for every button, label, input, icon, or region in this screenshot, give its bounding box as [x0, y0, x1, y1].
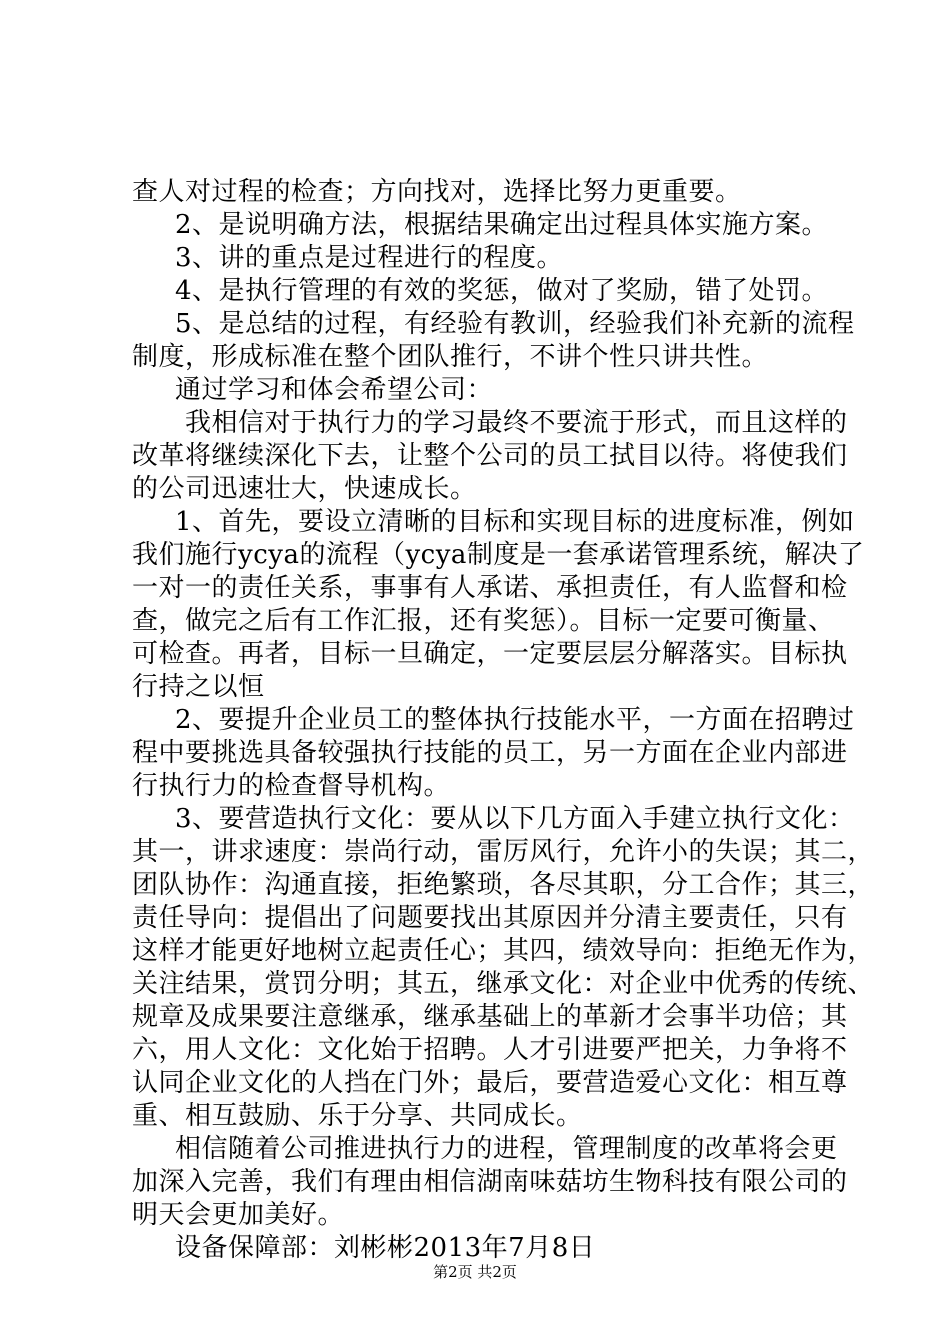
text-line: 六，用人文化：文化始于招聘。人才引进要严把关，力争将不 — [132, 1035, 848, 1065]
text-line: 改革将继续深化下去，让整个公司的员工拭目以待。将使我们 — [132, 441, 848, 471]
signature-line: 设备保障部：刘彬彬2013年7月8日 — [175, 1233, 596, 1263]
text-line: 的公司迅速壮大，快速成长。 — [132, 474, 477, 504]
text-line: 查人对过程的检查；方向找对，选择比努力更重要。 — [132, 177, 742, 207]
text-line: 我相信对于执行力的学习最终不要流于形式，而且这样的 — [185, 408, 848, 438]
text-line: 我们施行ycya的流程（ycya制度是一套承诺管理系统，解决了 — [132, 540, 865, 570]
text-line: 相信随着公司推进执行力的进程，管理制度的改革将会更 — [175, 1134, 838, 1164]
text-line: 程中要挑选具备较强执行技能的员工，另一方面在企业内部进 — [132, 738, 848, 768]
page-footer: 第2页 共2页 — [433, 1263, 517, 1281]
text-line: 明天会更加美好。 — [132, 1200, 345, 1230]
text-line: 2、要提升企业员工的整体执行技能水平，一方面在招聘过 — [175, 705, 855, 735]
text-line: 行执行力的检查督导机构。 — [132, 771, 451, 801]
text-line: 3、讲的重点是过程进行的程度。 — [175, 243, 564, 273]
text-line: 行持之以恒 — [132, 672, 265, 702]
text-line: 责任导向：提倡出了问题要找出其原因并分清主要责任，只有 — [132, 903, 848, 933]
text-line: 通过学习和体会希望公司： — [175, 375, 494, 405]
text-line: 一对一的责任关系，事事有人承诺、承担责任，有人监督和检 — [132, 573, 848, 603]
text-line: 这样才能更好地树立起责任心；其四，绩效导向：拒绝无作为， — [132, 936, 875, 966]
text-line: 制度，形成标准在整个团队推行，不讲个性只讲共性。 — [132, 342, 769, 372]
text-line: 团队协作：沟通直接，拒绝繁琐，各尽其职，分工合作；其三， — [132, 870, 875, 900]
text-line: 查，做完之后有工作汇报，还有奖惩）。目标一定要可衡量、 — [132, 606, 835, 636]
text-line: 规章及成果要注意继承，继承基础上的革新才会事半功倍；其 — [132, 1002, 848, 1032]
text-line: 关注结果，赏罚分明；其五，继承文化：对企业中优秀的传统、 — [132, 969, 875, 999]
text-line: 可检查。再者，目标一旦确定，一定要层层分解落实。目标执 — [132, 639, 848, 669]
text-line: 其一，讲求速度：崇尚行动，雷厉风行，允许小的失误；其二， — [132, 837, 875, 867]
text-line: 4、是执行管理的有效的奖惩，做对了奖励，错了处罚。 — [175, 276, 829, 306]
text-line: 5、是总结的过程，有经验有教训，经验我们补充新的流程 — [175, 309, 855, 339]
text-line: 认同企业文化的人挡在门外；最后，要营造爱心文化：相互尊 — [132, 1068, 848, 1098]
text-line: 1、首先，要设立清晰的目标和实现目标的进度标准，例如 — [175, 507, 855, 537]
text-line: 加深入完善，我们有理由相信湖南味菇坊生物科技有限公司的 — [132, 1167, 848, 1197]
text-line: 重、相互鼓励、乐于分享、共同成长。 — [132, 1101, 583, 1131]
text-line: 2、是说明确方法，根据结果确定出过程具体实施方案。 — [175, 210, 829, 240]
text-line: 3、要营造执行文化：要从以下几方面入手建立执行文化： — [175, 804, 855, 834]
